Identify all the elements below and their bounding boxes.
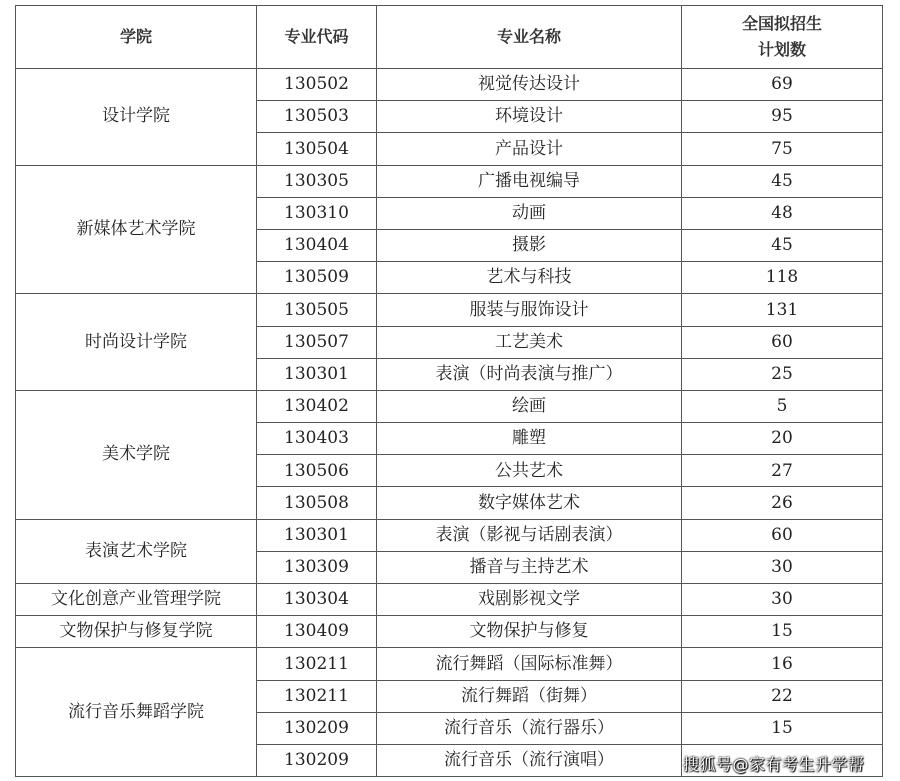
quota-cell: 30 — [682, 584, 883, 616]
major-code-cell: 130301 — [257, 358, 377, 390]
table-row — [16, 648, 883, 680]
major-name-cell: 服装与服饰设计 — [377, 294, 682, 326]
major-code-cell: 130506 — [257, 455, 377, 487]
quota-cell: 75 — [682, 133, 883, 165]
header-major-name: 专业名称 — [377, 6, 682, 69]
table-row — [16, 390, 883, 422]
enrollment-table — [15, 5, 883, 777]
college-cell: 美术学院 — [16, 390, 257, 519]
major-name-cell: 公共艺术 — [377, 455, 682, 487]
quota-cell: 48 — [682, 197, 883, 229]
major-name-cell: 戏剧影视文学 — [377, 584, 682, 616]
major-code-cell: 130507 — [257, 326, 377, 358]
major-code-cell: 130305 — [257, 165, 377, 197]
table-row — [16, 69, 883, 101]
college-cell: 表演艺术学院 — [16, 519, 257, 583]
major-name-cell: 数字媒体艺术 — [377, 487, 682, 519]
major-name-cell: 流行音乐（流行器乐） — [377, 712, 682, 744]
major-code-cell: 130301 — [257, 519, 377, 551]
quota-cell: 22 — [682, 680, 883, 712]
quota-cell: 60 — [682, 519, 883, 551]
college-cell: 新媒体艺术学院 — [16, 165, 257, 294]
quota-cell: 30 — [682, 551, 883, 583]
major-name-cell: 播音与主持艺术 — [377, 551, 682, 583]
major-name-cell: 摄影 — [377, 229, 682, 261]
major-code-cell: 130503 — [257, 101, 377, 133]
quota-cell: 45 — [682, 229, 883, 261]
quota-cell: 20 — [682, 423, 883, 455]
major-code-cell: 130304 — [257, 584, 377, 616]
major-name-cell: 表演（影视与话剧表演） — [377, 519, 682, 551]
quota-cell: 118 — [682, 262, 883, 294]
table-body — [16, 69, 883, 777]
major-code-cell: 130504 — [257, 133, 377, 165]
header-quota-line1: 全国拟招生 — [741, 14, 822, 33]
quota-cell: 16 — [682, 648, 883, 680]
header-row — [16, 6, 883, 69]
watermark-text: 搜狐号@家有考生升学帮 — [683, 755, 865, 774]
header-major-code: 专业代码 — [257, 6, 377, 69]
quota-cell: 45 — [682, 165, 883, 197]
major-name-cell: 动画 — [377, 197, 682, 229]
major-name-cell: 绘画 — [377, 390, 682, 422]
college-cell: 文化创意产业管理学院 — [16, 584, 257, 616]
quota-cell: 60 — [682, 326, 883, 358]
major-name-cell: 产品设计 — [377, 133, 682, 165]
quota-cell: 27 — [682, 455, 883, 487]
college-cell: 时尚设计学院 — [16, 294, 257, 391]
major-name-cell: 雕塑 — [377, 423, 682, 455]
major-name-cell: 文物保护与修复 — [377, 616, 682, 648]
major-code-cell: 130310 — [257, 197, 377, 229]
major-code-cell: 130508 — [257, 487, 377, 519]
quota-cell: 69 — [682, 69, 883, 101]
quota-cell: 5 — [682, 390, 883, 422]
quota-cell: 25 — [682, 358, 883, 390]
header-quota — [682, 6, 883, 69]
major-name-cell: 表演（时尚表演与推广） — [377, 358, 682, 390]
major-name-cell: 流行舞蹈（国际标准舞） — [377, 648, 682, 680]
table-row — [16, 616, 883, 648]
major-code-cell: 130403 — [257, 423, 377, 455]
table-row — [16, 165, 883, 197]
major-code-cell: 130211 — [257, 680, 377, 712]
major-name-cell: 视觉传达设计 — [377, 69, 682, 101]
major-code-cell: 130211 — [257, 648, 377, 680]
table-row — [16, 519, 883, 551]
major-name-cell: 环境设计 — [377, 101, 682, 133]
major-code-cell: 130409 — [257, 616, 377, 648]
major-code-cell: 130209 — [257, 712, 377, 744]
major-name-cell: 流行舞蹈（街舞） — [377, 680, 682, 712]
quota-cell: 95 — [682, 101, 883, 133]
major-code-cell: 130502 — [257, 69, 377, 101]
major-code-cell: 130209 — [257, 744, 377, 776]
quota-cell: 15 — [682, 616, 883, 648]
major-name-cell: 流行音乐（流行演唱） — [377, 744, 682, 776]
major-name-cell: 工艺美术 — [377, 326, 682, 358]
college-cell: 流行音乐舞蹈学院 — [16, 648, 257, 777]
major-code-cell: 130404 — [257, 229, 377, 261]
table-row — [16, 294, 883, 326]
major-code-cell: 130402 — [257, 390, 377, 422]
college-cell: 文物保护与修复学院 — [16, 616, 257, 648]
quota-cell: 131 — [682, 294, 883, 326]
header-quota-line2: 计划数 — [757, 40, 806, 59]
major-name-cell: 广播电视编导 — [377, 165, 682, 197]
major-code-cell: 130509 — [257, 262, 377, 294]
major-code-cell: 130309 — [257, 551, 377, 583]
quota-cell: 26 — [682, 487, 883, 519]
major-name-cell: 艺术与科技 — [377, 262, 682, 294]
table-row — [16, 584, 883, 616]
major-code-cell: 130505 — [257, 294, 377, 326]
college-cell: 设计学院 — [16, 69, 257, 166]
header-college: 学院 — [16, 6, 257, 69]
quota-cell: 15 — [682, 712, 883, 744]
